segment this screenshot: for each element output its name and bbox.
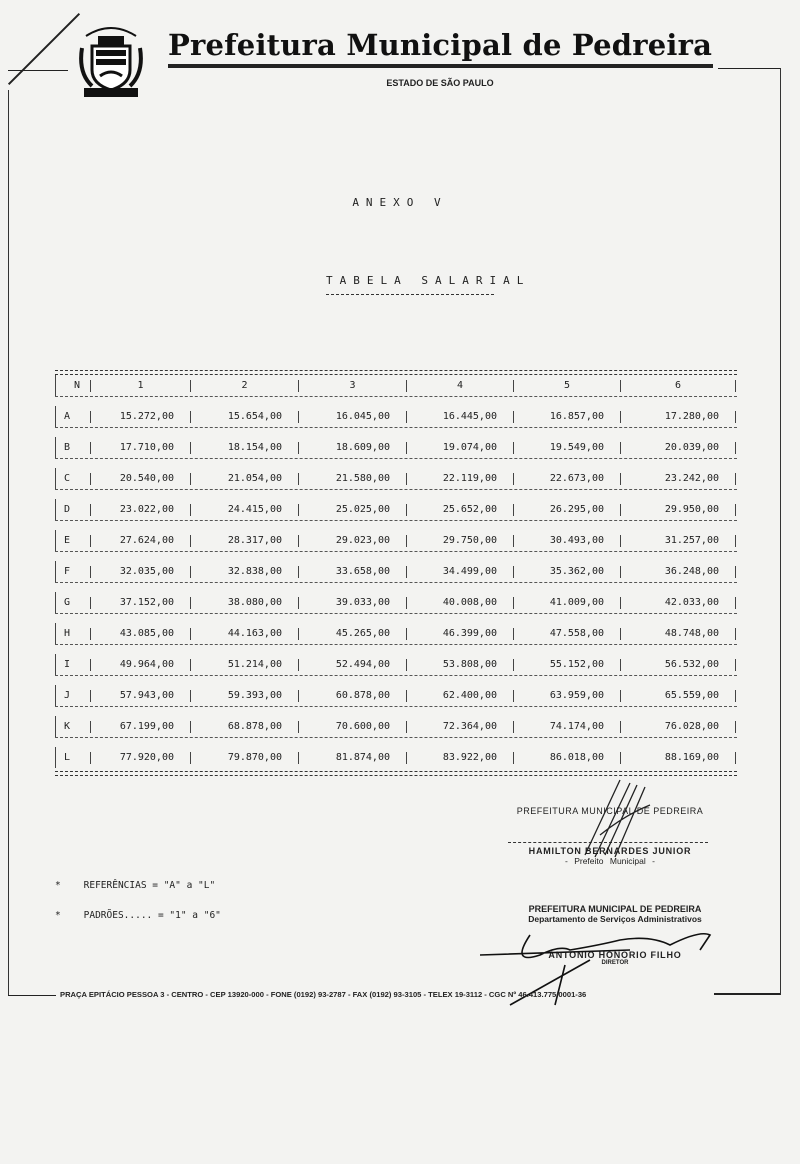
row-reference: L [56, 752, 91, 764]
row-separator [55, 706, 737, 716]
salary-cell: 32.838,00 [191, 566, 299, 578]
signature-department: Departamento de Serviços Administrativos [528, 914, 702, 924]
row-reference: H [56, 628, 91, 640]
signature-name: HAMILTON BERNARDES JUNIOR [528, 846, 692, 856]
salary-cell: 79.870,00 [191, 752, 299, 764]
salary-cell: 35.362,00 [514, 566, 621, 578]
salary-cell: 55.152,00 [514, 659, 621, 671]
salary-cell: 30.493,00 [514, 535, 621, 547]
salary-cell: 62.400,00 [407, 690, 514, 702]
salary-cell: 38.080,00 [191, 597, 299, 609]
handwritten-signature-mayor [575, 775, 665, 865]
salary-cell: 16.445,00 [407, 411, 514, 423]
note-references [55, 880, 215, 891]
corner-fold-mark [8, 13, 80, 85]
salary-cell: 16.857,00 [514, 411, 621, 423]
salary-cell: 72.364,00 [407, 721, 514, 733]
table-row [55, 406, 737, 427]
salary-cell: 48.748,00 [621, 628, 736, 640]
header-rule [168, 64, 713, 68]
salary-cell: 68.878,00 [191, 721, 299, 733]
salary-cell: 21.054,00 [191, 473, 299, 485]
salary-cell: 17.710,00 [91, 442, 191, 454]
table-row [55, 530, 737, 551]
salary-cell: 29.023,00 [299, 535, 407, 547]
row-reference: C [56, 473, 91, 485]
table-row [55, 716, 737, 737]
row-reference: I [56, 659, 91, 671]
note-bullet: * [55, 910, 61, 921]
salary-cell: 43.085,00 [91, 628, 191, 640]
salary-cell: 29.750,00 [407, 535, 514, 547]
note-text: REFERÊNCIAS = "A" a "L" [83, 880, 216, 891]
table-title-underline [326, 294, 494, 295]
signature-org: PREFEITURA MUNICIPAL DE PEDREIRA [528, 904, 702, 914]
row-separator [55, 613, 737, 623]
column-header: 1 [91, 380, 191, 392]
salary-cell: 19.074,00 [407, 442, 514, 454]
left-border [8, 90, 9, 995]
column-header: N [56, 380, 91, 392]
row-separator [55, 551, 737, 561]
table-row [55, 592, 737, 613]
note-bullet: * [55, 880, 61, 891]
salary-cell: 31.257,00 [621, 535, 736, 547]
salary-cell: 18.609,00 [299, 442, 407, 454]
salary-cell: 20.039,00 [621, 442, 736, 454]
salary-cell: 37.152,00 [91, 597, 191, 609]
salary-cell: 41.009,00 [514, 597, 621, 609]
salary-cell: 18.154,00 [191, 442, 299, 454]
salary-cell: 39.033,00 [299, 597, 407, 609]
salary-cell: 51.214,00 [191, 659, 299, 671]
salary-cell: 29.950,00 [621, 504, 736, 516]
salary-cell: 16.045,00 [299, 411, 407, 423]
table-row [55, 561, 737, 582]
footer-address: PRAÇA EPITÁCIO PESSOA 3 - CENTRO - CEP 13920-000 - FONE (0192) 93-2787 - FAX (0192) 93-3105 - TELEX 19-3112 - CGC Nº 46.413.775/0001-36 [60, 990, 587, 999]
salary-cell: 23.022,00 [91, 504, 191, 516]
row-separator [55, 737, 737, 747]
salary-cell: 23.242,00 [621, 473, 736, 485]
salary-cell: 19.549,00 [514, 442, 621, 454]
signature-name: ANTONIO HONORIO FILHO [548, 950, 682, 960]
row-reference: B [56, 442, 91, 454]
row-reference: F [56, 566, 91, 578]
column-header: 5 [514, 380, 621, 392]
salary-cell: 60.878,00 [299, 690, 407, 702]
row-reference: G [56, 597, 91, 609]
salary-cell: 20.540,00 [91, 473, 191, 485]
salary-cell: 76.028,00 [621, 721, 736, 733]
table-row [55, 437, 737, 458]
salary-cell: 86.018,00 [514, 752, 621, 764]
row-separator [55, 644, 737, 654]
salary-cell: 44.163,00 [191, 628, 299, 640]
row-reference: D [56, 504, 91, 516]
salary-cell: 67.199,00 [91, 721, 191, 733]
row-separator [55, 520, 737, 530]
table-row [55, 747, 737, 768]
row-reference: A [56, 411, 91, 423]
salary-cell: 63.959,00 [514, 690, 621, 702]
footer-rule-left [8, 995, 56, 996]
signature-role: - Prefeito Municipal - [565, 856, 655, 866]
salary-cell: 57.943,00 [91, 690, 191, 702]
salary-cell: 24.415,00 [191, 504, 299, 516]
header-rule-left [8, 70, 68, 71]
salary-cell: 77.920,00 [91, 752, 191, 764]
table-row [55, 499, 737, 520]
header-rule-right [718, 68, 780, 69]
salary-cell: 21.580,00 [299, 473, 407, 485]
column-header: 2 [191, 380, 299, 392]
table-header-row [55, 375, 737, 396]
salary-cell: 32.035,00 [91, 566, 191, 578]
column-header: 3 [299, 380, 407, 392]
salary-cell: 53.808,00 [407, 659, 514, 671]
table-row [55, 685, 737, 706]
salary-cell: 28.317,00 [191, 535, 299, 547]
salary-cell: 36.248,00 [621, 566, 736, 578]
letterhead-subtitle: ESTADO DE SÃO PAULO [386, 78, 494, 88]
row-separator [55, 675, 737, 685]
table-row [55, 468, 737, 489]
salary-cell: 34.499,00 [407, 566, 514, 578]
salary-cell: 81.874,00 [299, 752, 407, 764]
salary-cell: 46.399,00 [407, 628, 514, 640]
table-title: TABELA SALARIAL [326, 274, 531, 287]
salary-cell: 22.673,00 [514, 473, 621, 485]
letterhead-title: Prefeitura Municipal de Pedreira [168, 28, 713, 62]
salary-cell: 59.393,00 [191, 690, 299, 702]
table-row [55, 623, 737, 644]
salary-cell: 47.558,00 [514, 628, 621, 640]
salary-cell: 42.033,00 [621, 597, 736, 609]
salary-cell: 70.600,00 [299, 721, 407, 733]
salary-cell: 40.008,00 [407, 597, 514, 609]
salary-cell: 65.559,00 [621, 690, 736, 702]
row-separator [55, 582, 737, 592]
column-header: 4 [407, 380, 514, 392]
salary-cell: 25.025,00 [299, 504, 407, 516]
salary-cell: 22.119,00 [407, 473, 514, 485]
row-separator [55, 396, 737, 406]
salary-cell: 15.272,00 [91, 411, 191, 423]
salary-table [55, 370, 737, 776]
salary-cell: 88.169,00 [621, 752, 736, 764]
row-separator [55, 489, 737, 499]
row-separator [55, 458, 737, 468]
salary-cell: 83.922,00 [407, 752, 514, 764]
salary-cell: 26.295,00 [514, 504, 621, 516]
row-reference: J [56, 690, 91, 702]
footer-rule-right [714, 993, 780, 995]
signature-role: DIRETOR [601, 960, 629, 966]
row-reference: E [56, 535, 91, 547]
table-row [55, 654, 737, 675]
salary-cell: 25.652,00 [407, 504, 514, 516]
note-patterns [55, 910, 221, 921]
salary-cell: 15.654,00 [191, 411, 299, 423]
salary-cell: 45.265,00 [299, 628, 407, 640]
salary-cell: 27.624,00 [91, 535, 191, 547]
signature-org: PREFEITURA MUNICIPAL DE PEDREIRA [516, 806, 704, 816]
salary-cell: 49.964,00 [91, 659, 191, 671]
salary-cell: 56.532,00 [621, 659, 736, 671]
note-text: PADRÕES..... = "1" a "6" [83, 910, 221, 921]
row-separator [55, 427, 737, 437]
salary-cell: 17.280,00 [621, 411, 736, 423]
salary-cell: 33.658,00 [299, 566, 407, 578]
salary-cell: 74.174,00 [514, 721, 621, 733]
salary-cell: 52.494,00 [299, 659, 407, 671]
row-reference: K [56, 721, 91, 733]
column-header: 6 [621, 380, 736, 392]
annex-heading: ANEXO V [352, 196, 448, 209]
